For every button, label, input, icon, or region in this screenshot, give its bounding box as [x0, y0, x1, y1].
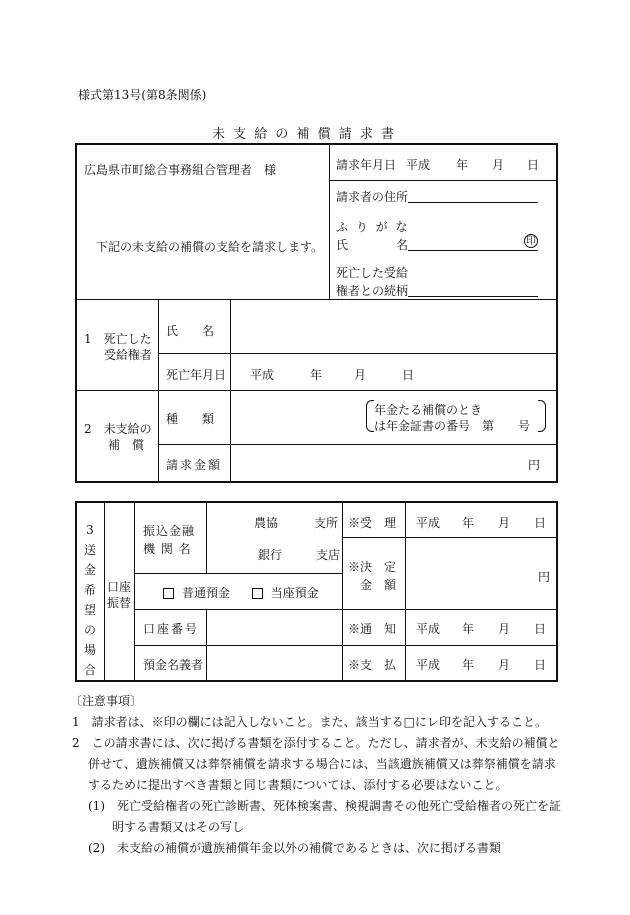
addressee: 広島県市町総合事務組合管理者 様 — [84, 163, 277, 177]
claim-amount-field[interactable] — [234, 448, 524, 478]
bank-label-1: 振込金融 — [143, 524, 196, 538]
claimant-address-label: 請求者の住所 — [336, 190, 409, 204]
current-deposit-checkbox[interactable] — [252, 588, 263, 599]
form-number: 様式第13号(第8条関係) — [78, 88, 207, 102]
bank-name-label: 銀行 — [258, 548, 283, 562]
claim-amount-yen: 円 — [528, 458, 541, 472]
note-line: 2 この請求書には、次に掲げる書類を添付すること。ただし、請求者が、未支給の補償と — [72, 736, 560, 750]
account-number-field[interactable] — [210, 612, 338, 642]
compensation-type-label: 種 類 — [166, 412, 215, 426]
request-date-day[interactable]: 日 — [527, 158, 540, 172]
received-month: 月 — [498, 516, 511, 530]
seal-mark: 印 — [526, 236, 536, 247]
decided-label-2: 金 額 — [360, 578, 397, 592]
section1-label-1: 1 死亡した — [84, 332, 152, 346]
paid-label: ※支 払 — [348, 658, 397, 672]
section1-label-2: 受給権者 — [104, 348, 153, 362]
notified-label: ※通 知 — [348, 622, 397, 636]
ordinary-deposit-checkbox[interactable] — [163, 588, 174, 599]
deposit-type-row — [163, 584, 319, 601]
account-holder-label: 預金名義者 — [143, 658, 204, 672]
claimant-name-label: 氏 名 — [336, 238, 409, 252]
section2-label-2: 補 償 — [108, 438, 145, 452]
paid-year: 年 — [462, 658, 475, 672]
claim-amount-label: 請求金額 — [166, 458, 223, 472]
claimant-name-field[interactable] — [408, 250, 538, 251]
notified-era: 平成 — [416, 622, 441, 636]
death-date-label: 死亡年月日 — [166, 368, 227, 382]
paid-month: 月 — [498, 658, 511, 672]
death-date-year[interactable]: 年 — [310, 368, 323, 382]
section2-label-1: 2 未支給の — [84, 422, 152, 436]
branch-label: 支店 — [316, 548, 341, 562]
request-date-month[interactable]: 月 — [492, 158, 505, 172]
notified-year: 年 — [462, 622, 475, 636]
deceased-name-label: 氏 名 — [166, 324, 215, 338]
note-line: 1 請求者は、※印の欄には記入しないこと。また、該当する□にレ印を記入すること。 — [72, 715, 547, 729]
pension-note-bracket-right — [538, 400, 546, 432]
note-line: (1) 死亡受給権者の死亡診断書、死体検案書、検視調書その他死亡受給権者の死亡を証 — [88, 799, 562, 813]
current-deposit-label: 当座預金 — [270, 586, 319, 600]
claimant-address-field[interactable] — [408, 202, 538, 203]
notified-day: 日 — [534, 622, 547, 636]
agri-coop-label: 農協 — [254, 516, 279, 530]
decided-yen: 円 — [538, 570, 551, 584]
request-date-year[interactable]: 年 — [456, 158, 469, 172]
notes-heading: 〔注意事項〕 — [70, 694, 143, 708]
branch-office-label: 支所 — [314, 516, 339, 530]
request-date-label: 請求年月日 — [336, 158, 397, 172]
relation-field[interactable] — [408, 296, 538, 297]
note-line: 明する書類又はその写し — [112, 820, 245, 834]
death-date-era: 平成 — [250, 368, 275, 382]
account-holder-field[interactable] — [210, 648, 338, 678]
received-year: 年 — [462, 516, 475, 530]
account-transfer-label-2: 振替 — [107, 596, 132, 610]
section3-label: 3送金希望の場合 — [84, 523, 97, 677]
pension-note-bracket-left — [366, 400, 374, 432]
paid-era: 平成 — [416, 658, 441, 672]
furigana-label: ふ り が な — [336, 220, 410, 234]
paid-day: 日 — [534, 658, 547, 672]
pension-note-1: 年金たる補償のとき — [374, 403, 483, 417]
death-date-day[interactable]: 日 — [402, 368, 415, 382]
request-sentence: 下記の未支給の補償の支給を請求します。 — [96, 240, 324, 254]
account-transfer-label-1: 口座 — [107, 580, 132, 594]
request-date-era: 平成 — [406, 158, 431, 172]
decided-label-1: ※決 定 — [348, 560, 397, 574]
note-line: 併せて、遺族補償又は葬祭補償を請求する場合には、当該遺族補償又は葬祭補償を請求 — [88, 757, 556, 771]
note-line: するために提出すべき書類と同じ書類については、添付する必要はないこと。 — [88, 778, 508, 792]
form-title: 未 支 給 の 補 償 請 求 書 — [212, 127, 397, 142]
account-number-label: 口座番号 — [143, 622, 200, 636]
death-date-month[interactable]: 月 — [354, 368, 367, 382]
pension-note-2: は年金証書の番号 第 号 — [374, 419, 531, 433]
notified-month: 月 — [498, 622, 511, 636]
relation-label-1: 死亡した受給 — [336, 266, 409, 280]
ordinary-deposit-label: 普通預金 — [182, 586, 231, 600]
bank-label-2: 機 関 名 — [143, 542, 192, 556]
relation-label-2: 権者との続柄 — [336, 284, 409, 298]
received-era: 平成 — [416, 516, 441, 530]
note-line: (2) 未支給の補償が遺族補償年金以外の補償であるときは、次に掲げる書類 — [88, 841, 502, 855]
received-day: 日 — [534, 516, 547, 530]
received-label: ※受 理 — [348, 516, 397, 530]
deceased-name-field[interactable] — [234, 304, 552, 350]
